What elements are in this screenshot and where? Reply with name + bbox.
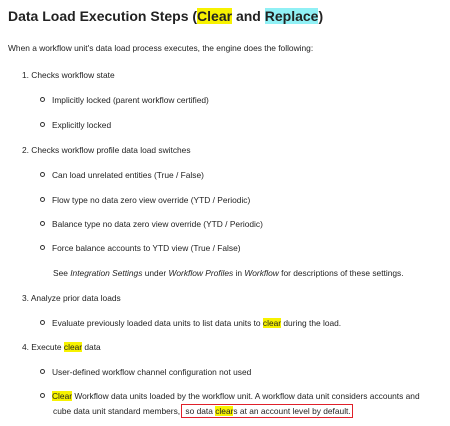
title-clear-highlight: Clear	[197, 8, 233, 24]
title-replace-highlight: Replace	[264, 8, 319, 24]
title-prefix: Data Load Execution Steps (	[8, 8, 198, 24]
clear-highlight: clear	[262, 318, 282, 328]
title-suffix: )	[318, 8, 324, 24]
step-1-label: 1. Checks workflow state	[22, 70, 115, 80]
title-and: and	[232, 8, 265, 24]
step-4-item-2: Clear Workflow data units loaded by the workflow unit. A workflow data unit considers accounts and	[40, 391, 420, 401]
red-annotation-box: so data clears at an account level by default.	[183, 406, 351, 416]
integration-settings-ref: Integration Settings	[70, 268, 143, 278]
bullet-icon	[40, 245, 45, 250]
step-1-item-1: Implicitly locked (parent workflow certified)	[40, 95, 209, 105]
step-2-item-3: Balance type no data zero view override (YTD / Periodic)	[40, 219, 263, 229]
bullet-icon	[40, 369, 45, 374]
step-2-note: See Integration Settings under Workflow Profiles in Workflow for descriptions of these settings.	[53, 268, 404, 278]
clear-highlight: clear	[215, 406, 234, 416]
bullet-icon	[40, 197, 45, 202]
step-2-label: 2. Checks workflow profile data load switches	[22, 145, 191, 155]
bullet-icon	[40, 320, 45, 325]
step-1-item-2: Explicitly locked	[40, 120, 111, 130]
step-3-label: 3. Analyze prior data loads	[22, 293, 121, 303]
bullet-icon	[40, 172, 45, 177]
page-title	[8, 8, 323, 24]
clear-highlight: Clear	[52, 391, 73, 401]
bullet-icon	[40, 221, 45, 226]
step-4-item-2-continuation: cube data unit standard members, so data clears at an account level by default.	[53, 406, 351, 416]
bullet-icon	[40, 97, 45, 102]
step-2-item-2: Flow type no data zero view override (YTD / Periodic)	[40, 195, 250, 205]
step-4-item-1: User-defined workflow channel configuration not used	[40, 367, 251, 377]
step-2-item-1: Can load unrelated entities (True / False)	[40, 170, 204, 180]
intro-paragraph: When a workflow unit's data load process executes, the engine does the following:	[8, 43, 314, 53]
clear-highlight: clear	[63, 342, 83, 352]
bullet-icon	[40, 393, 45, 398]
workflow-profiles-ref: Workflow Profiles	[168, 268, 234, 278]
workflow-ref: Workflow	[244, 268, 279, 278]
step-2-item-4: Force balance accounts to YTD view (True / False)	[40, 243, 241, 253]
step-3-item-1: Evaluate previously loaded data units to list data units to clear during the load.	[40, 318, 341, 328]
bullet-icon	[40, 122, 45, 127]
step-4-label: 4. Execute clear data	[22, 342, 101, 352]
